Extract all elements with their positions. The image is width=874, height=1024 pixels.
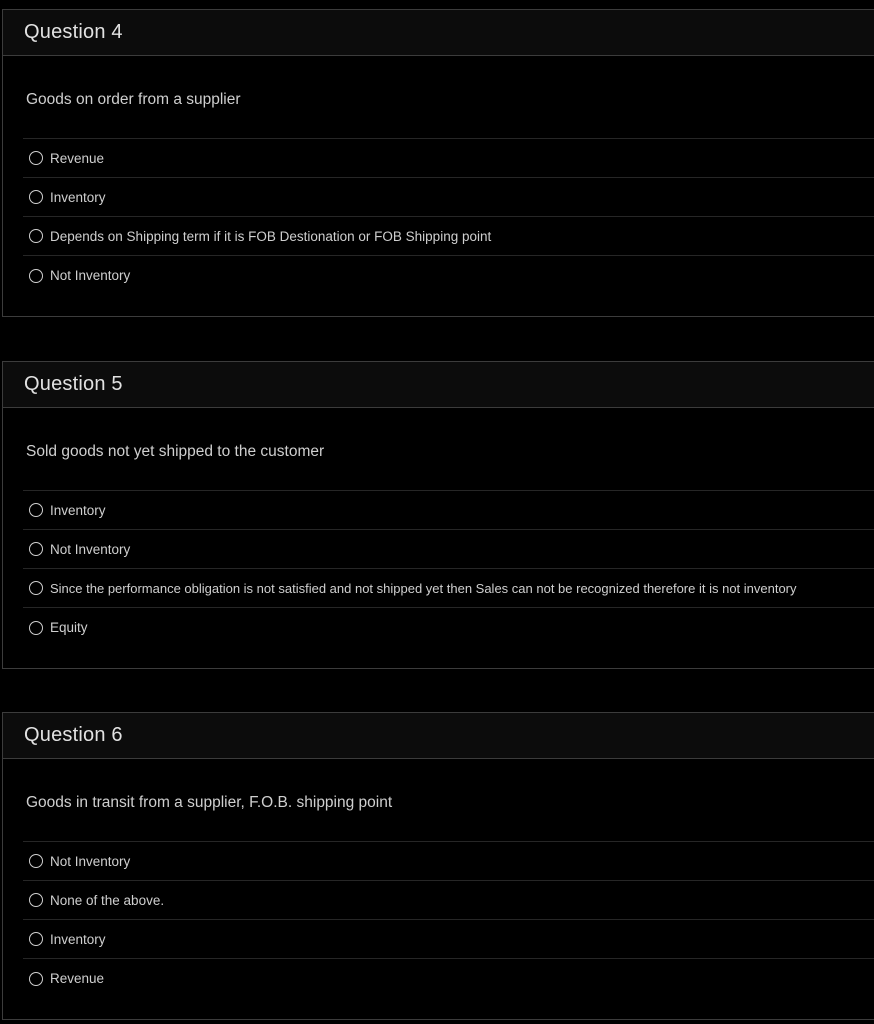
radio-button-icon[interactable]	[29, 854, 43, 868]
answer-option[interactable]	[23, 569, 874, 608]
answer-list	[23, 491, 874, 647]
answer-label[interactable]: Inventory	[50, 931, 106, 947]
radio-button-icon[interactable]	[29, 542, 43, 556]
answer-label[interactable]: Not Inventory	[50, 268, 131, 283]
question-title: Question 4	[24, 21, 123, 43]
answer-option[interactable]	[23, 881, 874, 920]
question-card-4	[2, 9, 874, 317]
radio-button-icon[interactable]	[29, 893, 43, 907]
answer-option[interactable]	[23, 178, 874, 217]
answer-option[interactable]	[23, 920, 874, 959]
answer-option[interactable]	[23, 530, 874, 569]
radio-button-icon[interactable]	[29, 151, 43, 165]
answer-option[interactable]	[23, 491, 874, 530]
radio-button-icon[interactable]	[29, 190, 43, 204]
answer-label[interactable]: Inventory	[50, 502, 106, 518]
radio-button-icon[interactable]	[29, 229, 43, 243]
question-prompt: Goods on order from a supplier	[23, 56, 874, 139]
answer-label[interactable]: Depends on Shipping term if it is FOB Destionation or FOB Shipping point	[50, 228, 492, 244]
answer-label[interactable]: Not Inventory	[50, 541, 131, 557]
radio-button-icon[interactable]	[29, 972, 43, 986]
question-title: Question 6	[24, 724, 123, 746]
answer-label[interactable]: Revenue	[50, 150, 105, 166]
question-prompt: Goods in transit from a supplier, F.O.B. shipping point	[23, 759, 874, 842]
answer-label[interactable]: Inventory	[50, 189, 106, 205]
radio-button-icon[interactable]	[29, 932, 43, 946]
answer-label[interactable]: Not Inventory	[50, 853, 131, 869]
question-header	[3, 362, 874, 408]
answer-list	[23, 842, 874, 998]
radio-button-icon[interactable]	[29, 503, 43, 517]
radio-button-icon[interactable]	[29, 269, 43, 283]
answer-list	[23, 139, 874, 295]
answer-option[interactable]	[23, 217, 874, 256]
answer-label[interactable]: Equity	[50, 620, 88, 635]
answer-option[interactable]	[23, 256, 874, 295]
question-header	[3, 10, 874, 56]
answer-label[interactable]: None of the above.	[50, 892, 165, 908]
answer-label[interactable]: Revenue	[50, 971, 105, 986]
answer-label[interactable]: Since the performance obligation is not satisfied and not shipped yet then Sales can not be recognized therefore it is not inventory	[50, 580, 797, 596]
question-card-6	[2, 712, 874, 1020]
answer-option[interactable]	[23, 842, 874, 881]
answer-option[interactable]	[23, 608, 874, 647]
question-prompt: Sold goods not yet shipped to the customer	[23, 408, 874, 491]
question-card-5	[2, 361, 874, 669]
answer-option[interactable]	[23, 139, 874, 178]
question-header	[3, 713, 874, 759]
answer-option[interactable]	[23, 959, 874, 998]
radio-button-icon[interactable]	[29, 581, 43, 595]
question-title: Question 5	[24, 373, 123, 395]
radio-button-icon[interactable]	[29, 621, 43, 635]
